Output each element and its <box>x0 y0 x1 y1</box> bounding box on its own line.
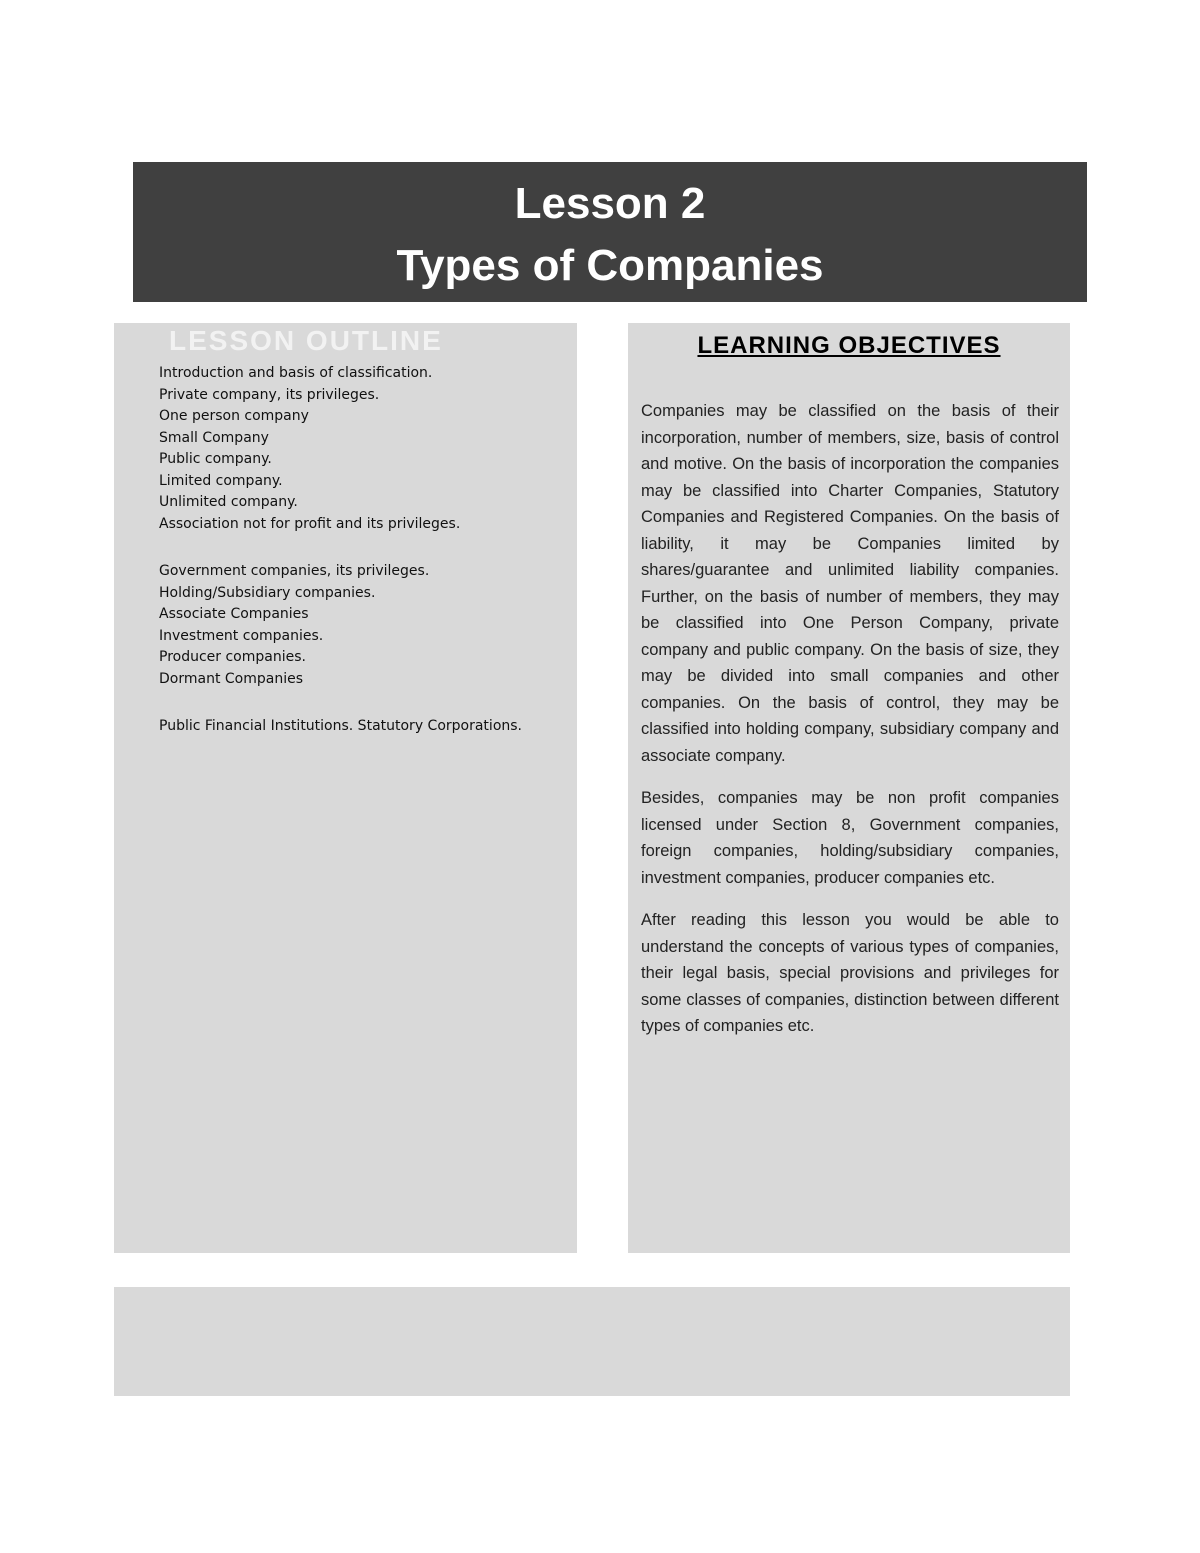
outline-item: One person company <box>159 408 309 424</box>
learning-objectives-body <box>641 398 1059 1056</box>
outline-item: Investment companies. <box>159 627 324 644</box>
objective-paragraph: After reading this lesson you would be able to understand the concepts of various types of companies, their legal basis, special provisions and privileges for some classes of companies, distinction between different types of companies etc. <box>641 911 1059 1035</box>
outline-item: Producer companies. <box>159 649 306 665</box>
lesson-number: Lesson 2 <box>514 179 706 228</box>
outline-item: Unlimited company. <box>159 494 298 510</box>
outline-item: Association not for profit and its privileges. <box>159 515 461 532</box>
lesson-outline-panel <box>114 323 577 1253</box>
outline-item: Small Company <box>159 429 269 446</box>
outline-item: Associate Companies <box>159 606 309 622</box>
outline-item: Holding/Subsidiary companies. <box>159 584 376 601</box>
outline-item: Public Financial Institutions. Statutory Corporations. <box>159 718 522 734</box>
objective-paragraph: Besides, companies may be non profit companies licensed under Section 8, Government companies, foreign companies, holding/subsidiary companies, investment companies, producer companies etc. <box>641 789 1059 887</box>
bottom-panel <box>114 1287 1070 1396</box>
objective-paragraph: Companies may be classified on the basis of their incorporation, number of members, size, basis of control and motive. On the basis of incorporation the companies may be classified into Charter Companies, Statutory Companies and Registered Companies. On the basis of liability, it may be Companies limited by shares/guarantee and unlimited liability companies. Further, on the basis of number of members, they may be classified into One Person Company, private company and public company. On the basis of size, they may be divided into small companies and other companies. On the basis of control, they may be classified into holding company, subsidiary company and associate company. <box>641 402 1059 765</box>
outline-item: Introduction and basis of classification. <box>159 365 433 381</box>
outline-item: Limited company. <box>159 472 283 489</box>
outline-item: Dormant Companies <box>159 670 303 687</box>
lesson-outline-heading: LESSON OUTLINE <box>169 325 443 356</box>
learning-objectives-heading: LEARNING OBJECTIVES <box>697 332 1001 359</box>
lesson-header <box>133 162 1087 302</box>
learning-objectives-panel <box>628 323 1070 1253</box>
outline-item: Private company, its privileges. <box>159 386 380 403</box>
lesson-outline-list <box>159 363 522 738</box>
lesson-title: Types of Companies <box>396 241 824 290</box>
outline-item: Public company. <box>159 451 272 467</box>
outline-item: Government companies, its privileges. <box>159 563 430 579</box>
